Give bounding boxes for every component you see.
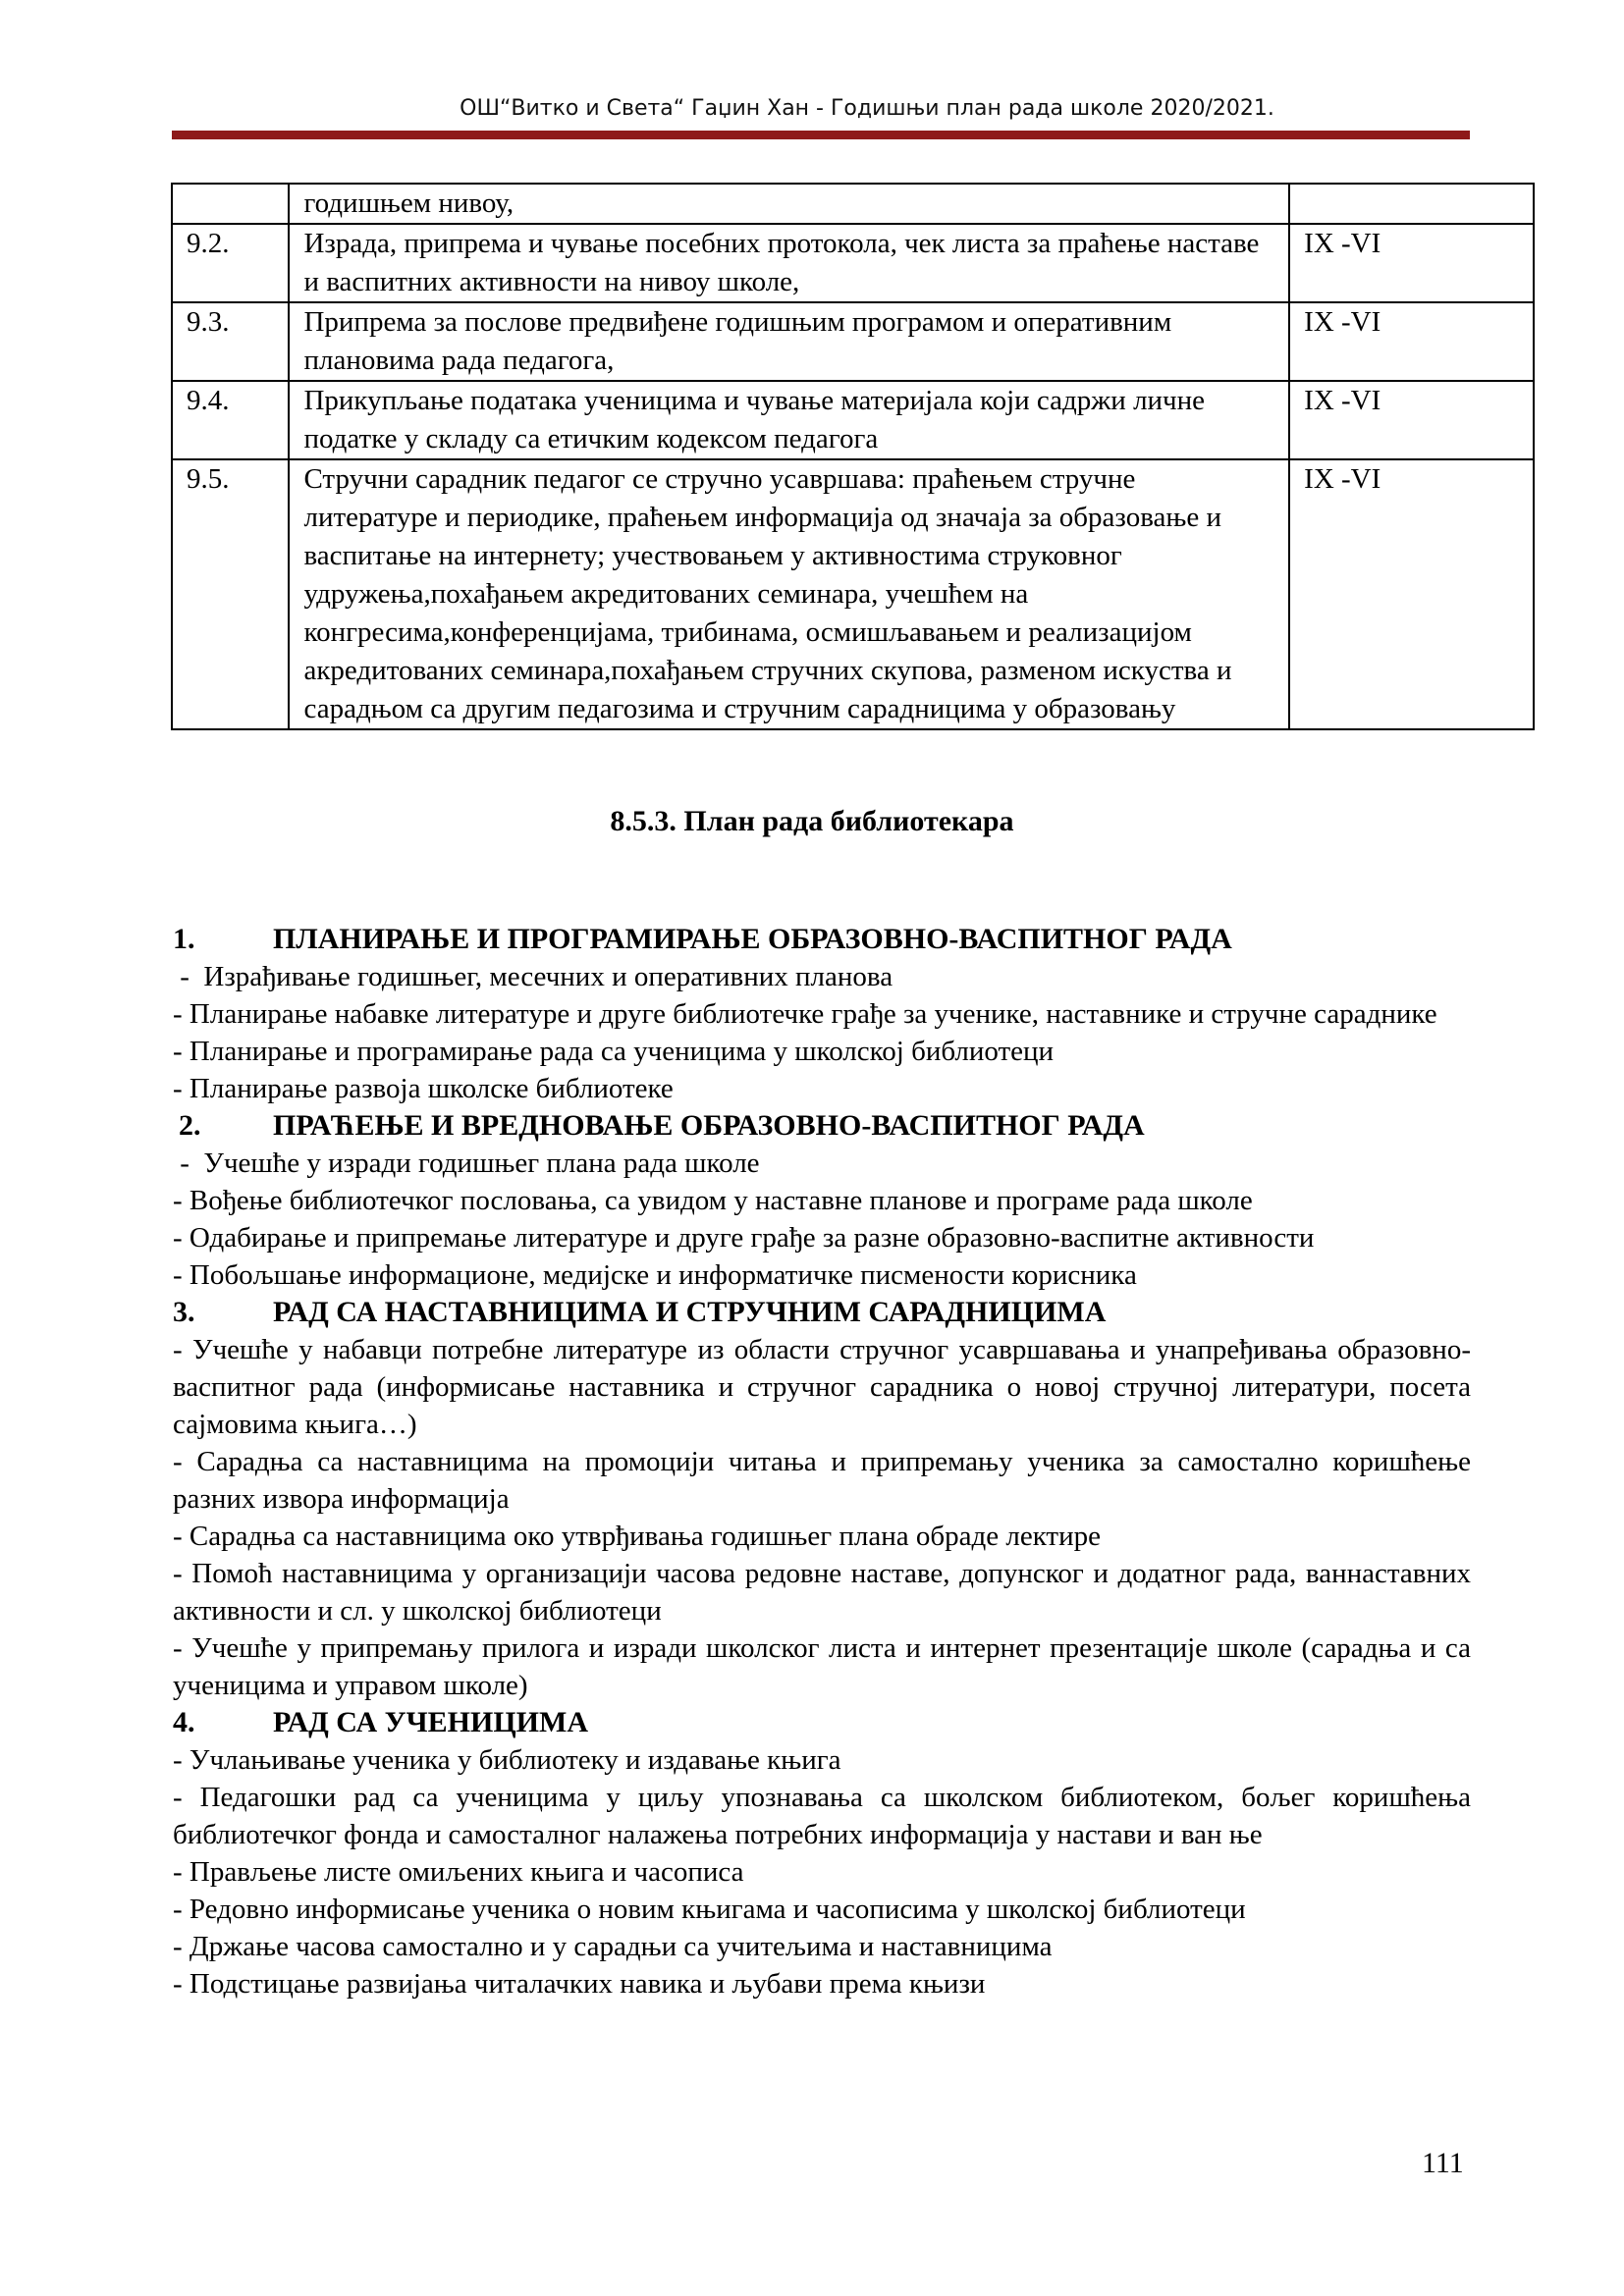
section-title: 8.5.3. План рада библиотекара xyxy=(610,805,1014,837)
row-activity: годишњем нивоу, xyxy=(289,184,1289,224)
list-item: - Учлањивање ученика у библиотеку и издавање књига xyxy=(173,1744,841,1776)
row-activity: Израда, припрема и чување посебних протокола, чек листа за праћење наставе и васпитних активности на нивоу школе, xyxy=(289,224,1289,302)
section-heading-title: РАД СА НАСТАВНИЦИМА И СТРУЧНИМ САРАДНИЦИМА xyxy=(273,1296,1107,1328)
row-number: 9.2. xyxy=(172,224,289,302)
table-row xyxy=(172,302,1534,381)
list-item: - Вођење библиотечког пословања, са увидом у наставне планове и програме рада школе xyxy=(173,1185,1253,1216)
row-number: 9.4. xyxy=(172,381,289,459)
section-number: 1. xyxy=(173,923,195,955)
list-item: - Педагошки рад са ученицима у циљу упознавања са школском библиотеком, бољег коришћења библиотечког фонда и самосталног налажења потребних информација у настави и ван ње xyxy=(173,1782,1471,1850)
section-number: 4. xyxy=(173,1706,195,1738)
header-rule xyxy=(172,131,1470,139)
list-item: - Побољшање информационе, медијске и информатичке писмености корисника xyxy=(173,1259,1137,1291)
section-number: 3. xyxy=(173,1296,195,1328)
list-item: - Сарадња са наставницима на промоцији читања и припремању ученика за самостално коришћење разних извора информација xyxy=(173,1446,1471,1515)
list-item: - Подстицање развијања читалачких навика и љубави према књизи xyxy=(173,1968,986,2000)
list-item: - Планирање развоја школске библиотеке xyxy=(173,1073,674,1104)
list-item: - Учешће у припремању прилога и изради школског листа и интернет презентације школе (сарадња и са ученицима и управом школе) xyxy=(173,1632,1471,1701)
list-item: - Помоћ наставницима у организацији часова редовне наставе, допунског и додатног рада, ваннаставних активности и сл. у школској библиотеци xyxy=(173,1558,1471,1627)
list-item: - Планирање и програмирање рада са ученицима у школској библиотеци xyxy=(173,1036,1055,1067)
list-item: - Планирање набавке литературе и друге библиотечке грађе за ученике, наставнике и стручне сараднике xyxy=(173,998,1437,1030)
list-item: - Држање часова самостално и у сарадњи са учитељима и наставницима xyxy=(173,1931,1053,1962)
row-number: 9.5. xyxy=(172,459,289,729)
librarian-plan-body xyxy=(173,921,1471,2002)
list-item: - Учешће у изради годишњег плана рада школе xyxy=(173,1148,760,1179)
list-item: - Учешће у набавци потребне литературе из области стручног усавршавања и унапређивања образовно- васпитног рада (информисање наставника и стручног сарадника о новој стручној литератури, посета сајмовима књига…) xyxy=(173,1334,1471,1440)
section-number: 2. xyxy=(179,1109,201,1142)
section-heading xyxy=(173,1107,1471,1145)
section-heading xyxy=(173,1704,1471,1741)
activities-table xyxy=(171,183,1535,730)
row-activity: Стручни сарадник педагог се стручно усавршава: праћењем стручне литературе и периодике, праћењем информација од значаја за образовање и васпитање на интернету; учествовањем у активностима струковног удружења,похађањем акредитованих семинара, учешћем на конгресима,конференцијама, трибинама, осмишљавањем и реализацијом акредитованих семинара,похађањем стручних скупова, разменом искуства и сарадњом са другим педагозима и стручним сарадницима у образовању xyxy=(289,459,1289,729)
row-period: IX -VI xyxy=(1289,302,1534,381)
section-heading-title: ПРАЋЕЊЕ И ВРЕДНОВАЊЕ ОБРАЗОВНО-ВАСПИТНОГ РАДА xyxy=(273,1109,1145,1142)
table-row xyxy=(172,184,1534,224)
list-item: - Одабирање и припремање литературе и друге грађе за разне образовно-васпитне активности xyxy=(173,1222,1315,1254)
list-item: - Прављење листе омиљених књига и часописа xyxy=(173,1856,744,1888)
section-heading xyxy=(173,921,1471,958)
table-row xyxy=(172,381,1534,459)
page-header xyxy=(0,96,1624,121)
row-period: IX -VI xyxy=(1289,224,1534,302)
section-heading-title: РАД СА УЧЕНИЦИМА xyxy=(273,1706,588,1738)
list-item: - Израђивање годишњег, месечних и оперативних планова xyxy=(173,961,893,992)
header-text: ОШ“Витко и Света“ Гаџин Хан - Годишњи план рада школе 2020/2021. xyxy=(460,96,1274,121)
list-item: - Сарадња са наставницима око утврђивања годишњег плана обраде лектире xyxy=(173,1521,1101,1552)
row-activity: Прикупљање података ученицима и чување материјала који садржи личне податке у складу са етичким кодексом педагога xyxy=(289,381,1289,459)
page-number: 111 xyxy=(1422,2147,1464,2179)
row-number: 9.3. xyxy=(172,302,289,381)
row-period: IX -VI xyxy=(1289,381,1534,459)
section-heading xyxy=(173,1294,1471,1331)
row-period xyxy=(1289,184,1534,224)
list-item: - Редовно информисање ученика о новим књигама и часописима у школској библиотеци xyxy=(173,1894,1246,1925)
row-activity: Припрема за послове предвиђене годишњим програмом и оперативним плановима рада педагога, xyxy=(289,302,1289,381)
row-period: IX -VI xyxy=(1289,459,1534,729)
row-number xyxy=(172,184,289,224)
table-row xyxy=(172,224,1534,302)
table-row xyxy=(172,459,1534,729)
section-heading-title: ПЛАНИРАЊЕ И ПРОГРАМИРАЊЕ ОБРАЗОВНО-ВАСПИТНОГ РАДА xyxy=(273,923,1232,955)
